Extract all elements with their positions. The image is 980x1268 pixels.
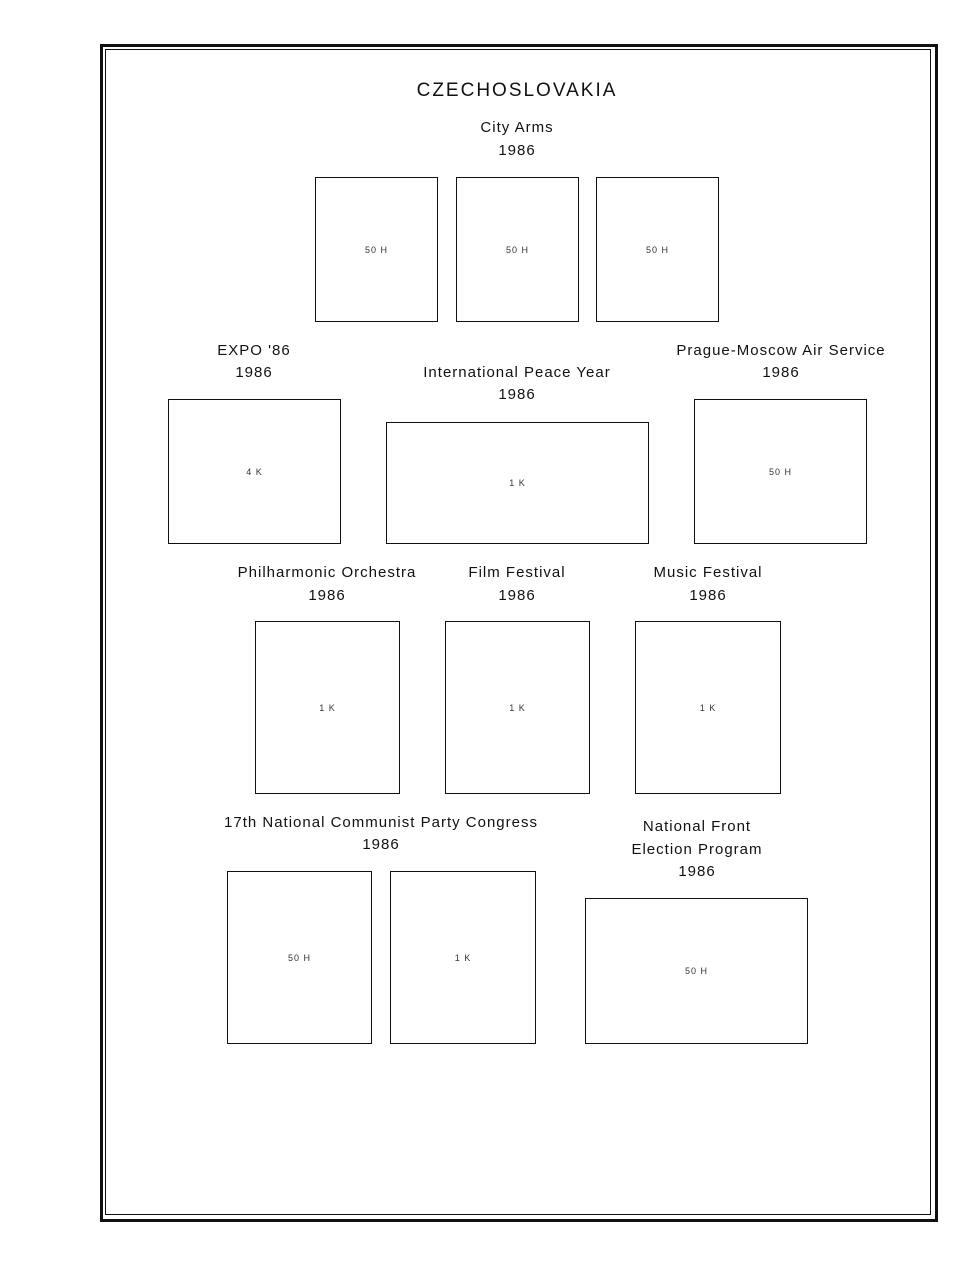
stamp-slot-city-arms-3	[596, 177, 719, 322]
party-congress-year: 1986	[362, 836, 400, 853]
expo-title: EXPO '86	[217, 342, 291, 359]
denomination-label: 1 K	[509, 478, 526, 488]
stamp-slot-national-front	[585, 898, 808, 1044]
philharmonic-title: Philharmonic Orchestra	[237, 564, 417, 581]
stamp-slot-party-congress-2	[390, 871, 536, 1044]
denomination-label: 4 K	[246, 466, 263, 477]
denomination-label: 1 K	[699, 702, 717, 713]
stamp-slot-party-congress-1	[227, 871, 372, 1044]
air-service-year: 1986	[762, 364, 800, 381]
stamp-slot-film-festival	[445, 621, 590, 794]
city-arms-year: 1986	[498, 142, 536, 159]
national-front-year: 1986	[678, 863, 716, 880]
denomination-label: 50 H	[287, 952, 311, 963]
stamp-slot-city-arms-2	[456, 177, 579, 322]
stamp-slot-expo	[168, 399, 341, 544]
air-service-title: Prague-Moscow Air Service	[676, 342, 886, 359]
stamp-slot-music-festival	[635, 621, 781, 794]
denomination-label: 50 H	[645, 244, 669, 255]
peace-year-year: 1986	[498, 386, 536, 403]
peace-year-title: International Peace Year	[423, 364, 611, 381]
music-festival-year: 1986	[689, 587, 727, 604]
stamp-slot-city-arms-1	[315, 177, 438, 322]
denomination-label: 50 H	[364, 244, 388, 255]
stamp-slot-air-service	[694, 399, 867, 544]
music-festival-title: Music Festival	[653, 564, 763, 581]
denomination-label: 50 H	[684, 966, 708, 976]
stamp-slot-peace-year	[386, 422, 649, 544]
party-congress-title: 17th National Communist Party Congress	[224, 814, 538, 831]
denomination-label: 50 H	[505, 244, 529, 255]
denomination-label: 1 K	[454, 952, 472, 963]
film-festival-year: 1986	[498, 587, 536, 604]
denomination-label: 1 K	[319, 702, 336, 713]
denomination-label: 50 H	[768, 466, 792, 477]
expo-year: 1986	[235, 364, 273, 381]
national-front-title-line2: Election Program	[631, 841, 763, 858]
denomination-label: 1 K	[509, 702, 526, 713]
page-title: CZECHOSLOVAKIA	[416, 80, 618, 101]
film-festival-title: Film Festival	[468, 564, 566, 581]
stamp-slot-philharmonic	[255, 621, 400, 794]
philharmonic-year: 1986	[308, 587, 346, 604]
national-front-title-line1: National Front	[642, 818, 752, 835]
city-arms-title: City Arms	[480, 119, 554, 136]
